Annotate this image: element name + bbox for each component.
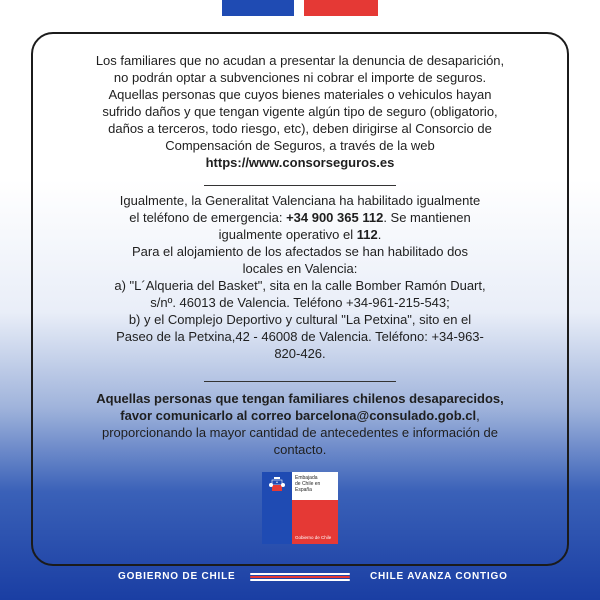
logo-bottom-text: Gobierno de Chile xyxy=(295,535,332,540)
text-fragment: , xyxy=(476,408,480,423)
text-line: 820-426. xyxy=(274,346,326,361)
text-line: Paseo de la Petxina,42 - 46008 de Valencia. Teléfono: +34-963- xyxy=(116,329,484,344)
divider xyxy=(204,381,396,382)
consulate-email[interactable]: favor comunicarlo al correo barcelona@consulado.gob.cl xyxy=(120,408,477,423)
text-line: Igualmente, la Generalitat Valenciana ha habilitado igualmente xyxy=(119,193,481,208)
text-line: Aquellas personas que cuyos bienes materiales o vehiculos hayan xyxy=(108,87,492,102)
paragraph-insurance xyxy=(0,52,600,171)
flag-red-segment xyxy=(304,0,378,16)
text-line: Compensación de Seguros, a través de la web xyxy=(165,138,435,153)
text-line: b) y el Complejo Deportivo y cultural "La Petxina", sito en el xyxy=(128,312,472,327)
divider xyxy=(204,185,396,186)
flag-white-segment xyxy=(294,0,304,16)
footer-slogan: CHILE AVANZA CONTIGO xyxy=(370,571,508,582)
text-fragment: . Se mantienen xyxy=(383,210,471,225)
text-line: Aquellas personas que tengan familiares chilenos desaparecidos, xyxy=(96,391,504,406)
embassy-logo xyxy=(262,472,338,544)
text-line: Para el alojamiento de los afectados se han habilitado dos xyxy=(131,244,469,259)
text-fragment: . xyxy=(377,227,382,242)
logo-text: España xyxy=(295,487,312,493)
text-fragment: igualmente operativo el xyxy=(218,227,357,242)
text-line: proporcionando la mayor cantidad de antecedentes e información de xyxy=(101,425,499,440)
footer-flag-lines xyxy=(250,573,350,582)
logo-text: de Chile en xyxy=(295,481,321,487)
text-line: contacto. xyxy=(273,442,327,457)
text-line xyxy=(0,226,600,243)
text-line: daños a terceros, todo riesgo, etc), deben dirigirse al Consorcio de xyxy=(108,121,492,136)
footer-gobierno-label: GOBIERNO DE CHILE xyxy=(118,571,236,582)
emergency-phone[interactable]: +34 900 365 112 xyxy=(286,210,384,225)
phone-112[interactable]: 112 xyxy=(356,227,378,242)
flag-blue-segment xyxy=(222,0,294,16)
text-line: a) "L´Alqueria del Basket", sita en la calle Bomber Ramón Duart, xyxy=(114,278,486,293)
text-line: locales en Valencia: xyxy=(242,261,358,276)
top-flag-stripe xyxy=(222,0,378,16)
text-line: Los familiares que no acudan a presentar la denuncia de desaparición, xyxy=(95,53,505,68)
text-line xyxy=(0,209,600,226)
consorseguros-link[interactable]: https://www.consorseguros.es xyxy=(205,155,395,170)
text-line: no podrán optar a subvenciones ni cobrar el importe de seguros. xyxy=(113,70,487,85)
text-line: s/nº. 46013 de Valencia. Teléfono +34-961-215-543; xyxy=(150,295,450,310)
text-fragment: el teléfono de emergencia: xyxy=(129,210,287,225)
paragraph-emergency xyxy=(0,192,600,362)
paragraph-contact xyxy=(0,390,600,458)
text-line xyxy=(0,407,600,424)
logo-text: Embajada xyxy=(295,475,318,481)
text-line: sufrido daños y que tengan vigente algún tipo de seguro (obligatorio, xyxy=(102,104,498,119)
coat-of-arms-icon xyxy=(262,472,292,500)
footer-bar xyxy=(0,571,600,585)
